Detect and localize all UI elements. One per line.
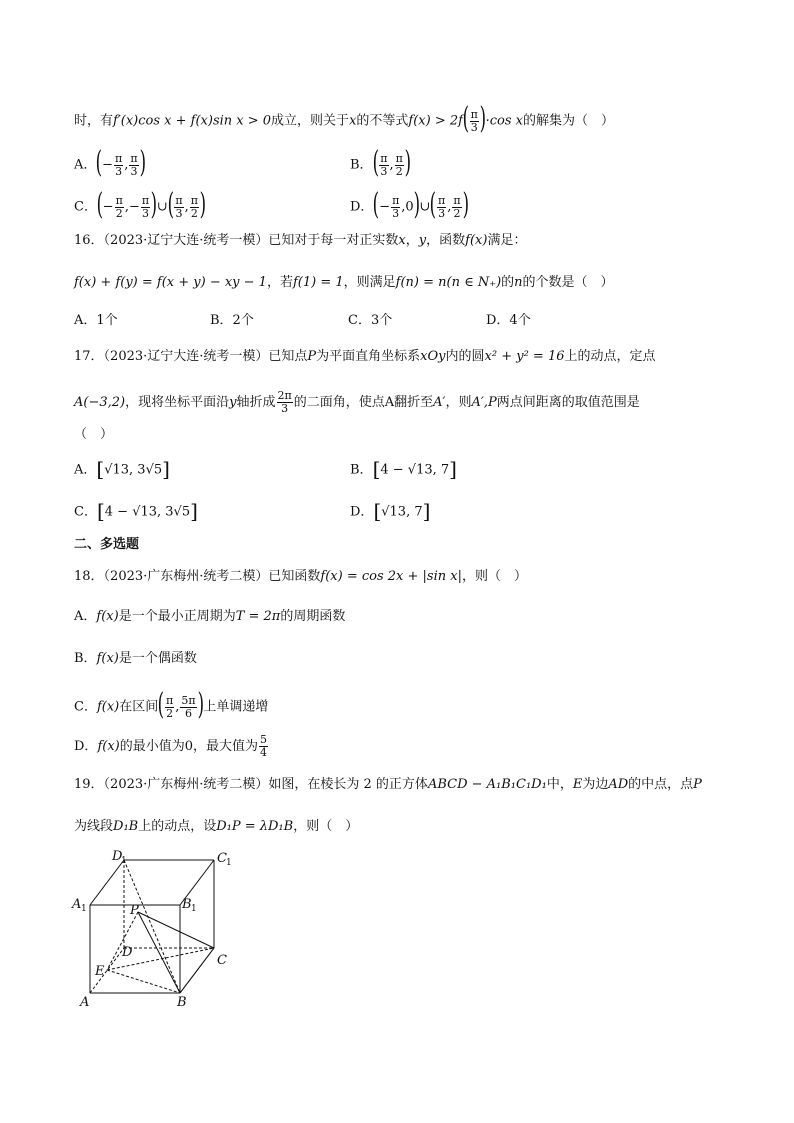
label-c: C — [217, 953, 227, 968]
q16-line-1: 16．（2023·辽宁大连·统考一模）已知对于每一对正实数x，y，函数f(x)满足： — [74, 233, 527, 248]
q16-line-2: f(x) + f(y) = f(x + y) − xy − 1，若f(1) = 1，则满足f(n) = n(n ∈ N₊)的n的个数是（ ） — [74, 275, 614, 290]
label-b: B — [177, 995, 187, 1010]
label-a1-sub: 1 — [81, 904, 87, 914]
q15-option-a: A．(− $\frac{\pi}{3}$ , $\frac{\pi}{3}$ ) — [74, 145, 146, 180]
label-e: E — [95, 964, 105, 979]
label-c1: C — [217, 851, 227, 866]
label-p: P — [130, 903, 139, 918]
q17-option-c: C．[4 − √13, 3√5] — [74, 499, 198, 523]
q16-option-d: D．4个 — [486, 313, 531, 328]
q17-option-d: D．[√13, 7] — [350, 499, 431, 523]
segment-p-c — [138, 912, 214, 948]
q17-option-b: B．[4 − √13, 7] — [350, 457, 457, 481]
q18-stem: 18．（2023·广东梅州·统考二模）已知函数f(x) = cos 2x + |sin x|，则（ ） — [74, 569, 527, 584]
q19-line-1: 19．（2023·广东梅州·统考二模）如图，在棱长为 2 的正方体ABCD − A₁B₁C₁D₁中，E为边AD的中点，点P — [74, 777, 702, 792]
q18-option-c: C．f(x)在区间( $\frac{\pi}{2}$ , $\frac{5\pi}{6}$ )上单调递增 — [74, 687, 269, 722]
label-b1: B — [182, 897, 192, 912]
q17-line-3: （ ） — [74, 427, 114, 442]
label-c1-sub: 1 — [226, 858, 232, 868]
q15-option-c: C．(− $\frac{\pi}{2}$ ,− $\frac{\pi}{3}$ )∪( $\frac{\pi}{3}$ , $\frac{\pi}{2}$ ) — [74, 187, 207, 222]
q17-line-1: 17．（2023·辽宁大连·统考一模）已知点P为平面直角坐标系xOy内的圆x² + y² = 16上的动点，定点 — [74, 349, 656, 364]
label-d1: D — [112, 849, 123, 864]
segment-b-c-diag — [180, 948, 214, 993]
q16-option-b: B．2个 — [210, 313, 254, 328]
q17-line-2: A(−3,2)，现将坐标平面沿y轴折成 $\frac{2\pi}{3}$ 的二面角，使点A翻折至A′，则A′,P两点间距离的取值范围是 — [74, 389, 640, 415]
edge-a1-d1 — [90, 860, 124, 905]
cube-figure — [60, 848, 250, 1018]
q18-option-a: A．f(x)是一个最小正周期为T = 2π的周期函数 — [74, 609, 346, 624]
label-d1-sub: 1 — [121, 856, 127, 866]
q16-option-c: C．3个 — [348, 313, 393, 328]
label-d: D — [122, 945, 133, 960]
label-b1-sub: 1 — [191, 904, 197, 914]
q17-option-a: A．[√13, 3√5] — [74, 457, 170, 481]
label-a: A — [80, 995, 90, 1010]
q19-line-2: 为线段D₁B上的动点，设D₁P = λD₁B，则（ ） — [74, 819, 359, 834]
q16-option-a: A．1个 — [74, 313, 118, 328]
segment-p-b — [138, 912, 180, 993]
q15-option-d: D．(− $\frac{\pi}{3}$ ,0)∪( $\frac{\pi}{3}$ , $\frac{\pi}{2}$ ) — [350, 187, 469, 222]
q15-option-b: B．( $\frac{\pi}{3}$ , $\frac{\pi}{2}$ ) — [350, 145, 411, 180]
q18-option-b: B．f(x)是一个偶函数 — [74, 651, 197, 666]
label-a1: A — [72, 897, 82, 912]
q15-stem: 时，有f′(x)cos x + f(x)sin x > 0成立，则关于x的不等式f(x) > 2f( $\frac{\pi}{3}$ )·cos x的解集为（ ） — [74, 101, 615, 136]
q18-option-d: D．f(x)的最小值为0，最大值为 $\frac{5}{4}$ — [74, 733, 268, 759]
segment-p-e — [107, 912, 138, 970]
segment-e-b — [107, 970, 180, 993]
section-heading-multi-choice: 二、多选题 — [74, 537, 140, 552]
segment-d1-b — [124, 860, 180, 993]
